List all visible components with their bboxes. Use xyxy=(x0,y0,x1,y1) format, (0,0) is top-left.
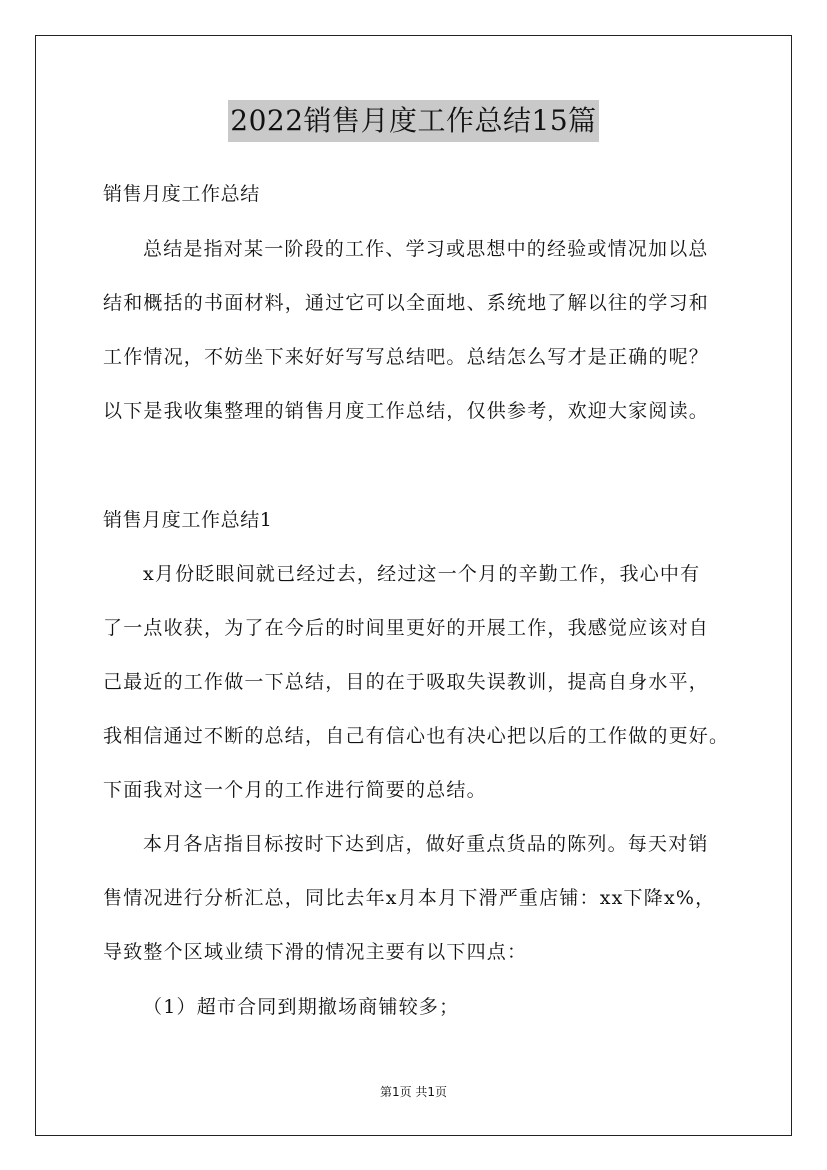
para2-line-3: 导致整个区域业绩下滑的情况主要有以下四点： xyxy=(103,941,528,963)
section-heading-intro: 销售月度工作总结 xyxy=(103,183,260,205)
section-heading-1: 销售月度工作总结1 xyxy=(103,509,273,531)
para2-line-2: 售情况进行分析汇总，同比去年x月本月下滑严重店铺：xx下降x%， xyxy=(103,887,716,909)
page-footer xyxy=(0,1084,827,1100)
intro-line-4: 以下是我收集整理的销售月度工作总结，仅供参考，欢迎大家阅读。 xyxy=(103,400,710,422)
para1-line-1: x月份眨眼间就已经过去，经过这一个月的辛勤工作，我心中有 xyxy=(143,563,701,585)
para1-line-2: 了一点收获，为了在今后的时间里更好的开展工作，我感觉应该对自 xyxy=(103,617,710,639)
para1-line-5: 下面我对这一个月的工作进行简要的总结。 xyxy=(103,779,487,801)
title-container xyxy=(0,100,827,142)
para1-line-4: 我相信通过不断的总结，自己有信心也有决心把以后的工作做的更好。 xyxy=(103,725,730,747)
document-title: 2022销售月度工作总结15篇 xyxy=(228,100,598,142)
intro-line-2: 结和概括的书面材料，通过它可以全面地、系统地了解以往的学习和 xyxy=(103,292,710,314)
intro-line-1: 总结是指对某一阶段的工作、学习或思想中的经验或情况加以总 xyxy=(143,238,709,260)
page-number: 第1页 共1页 xyxy=(379,1085,448,1099)
intro-line-3: 工作情况，不妨坐下来好好写写总结吧。总结怎么写才是正确的呢？ xyxy=(103,346,710,368)
para2-line-1: 本月各店指目标按时下达到店，做好重点货品的陈列。每天对销 xyxy=(143,833,709,855)
list-item-1: （1）超市合同到期撤场商铺较多； xyxy=(143,996,460,1018)
para1-line-3: 己最近的工作做一下总结，目的在于吸取失误教训，提高自身水平， xyxy=(103,671,710,693)
